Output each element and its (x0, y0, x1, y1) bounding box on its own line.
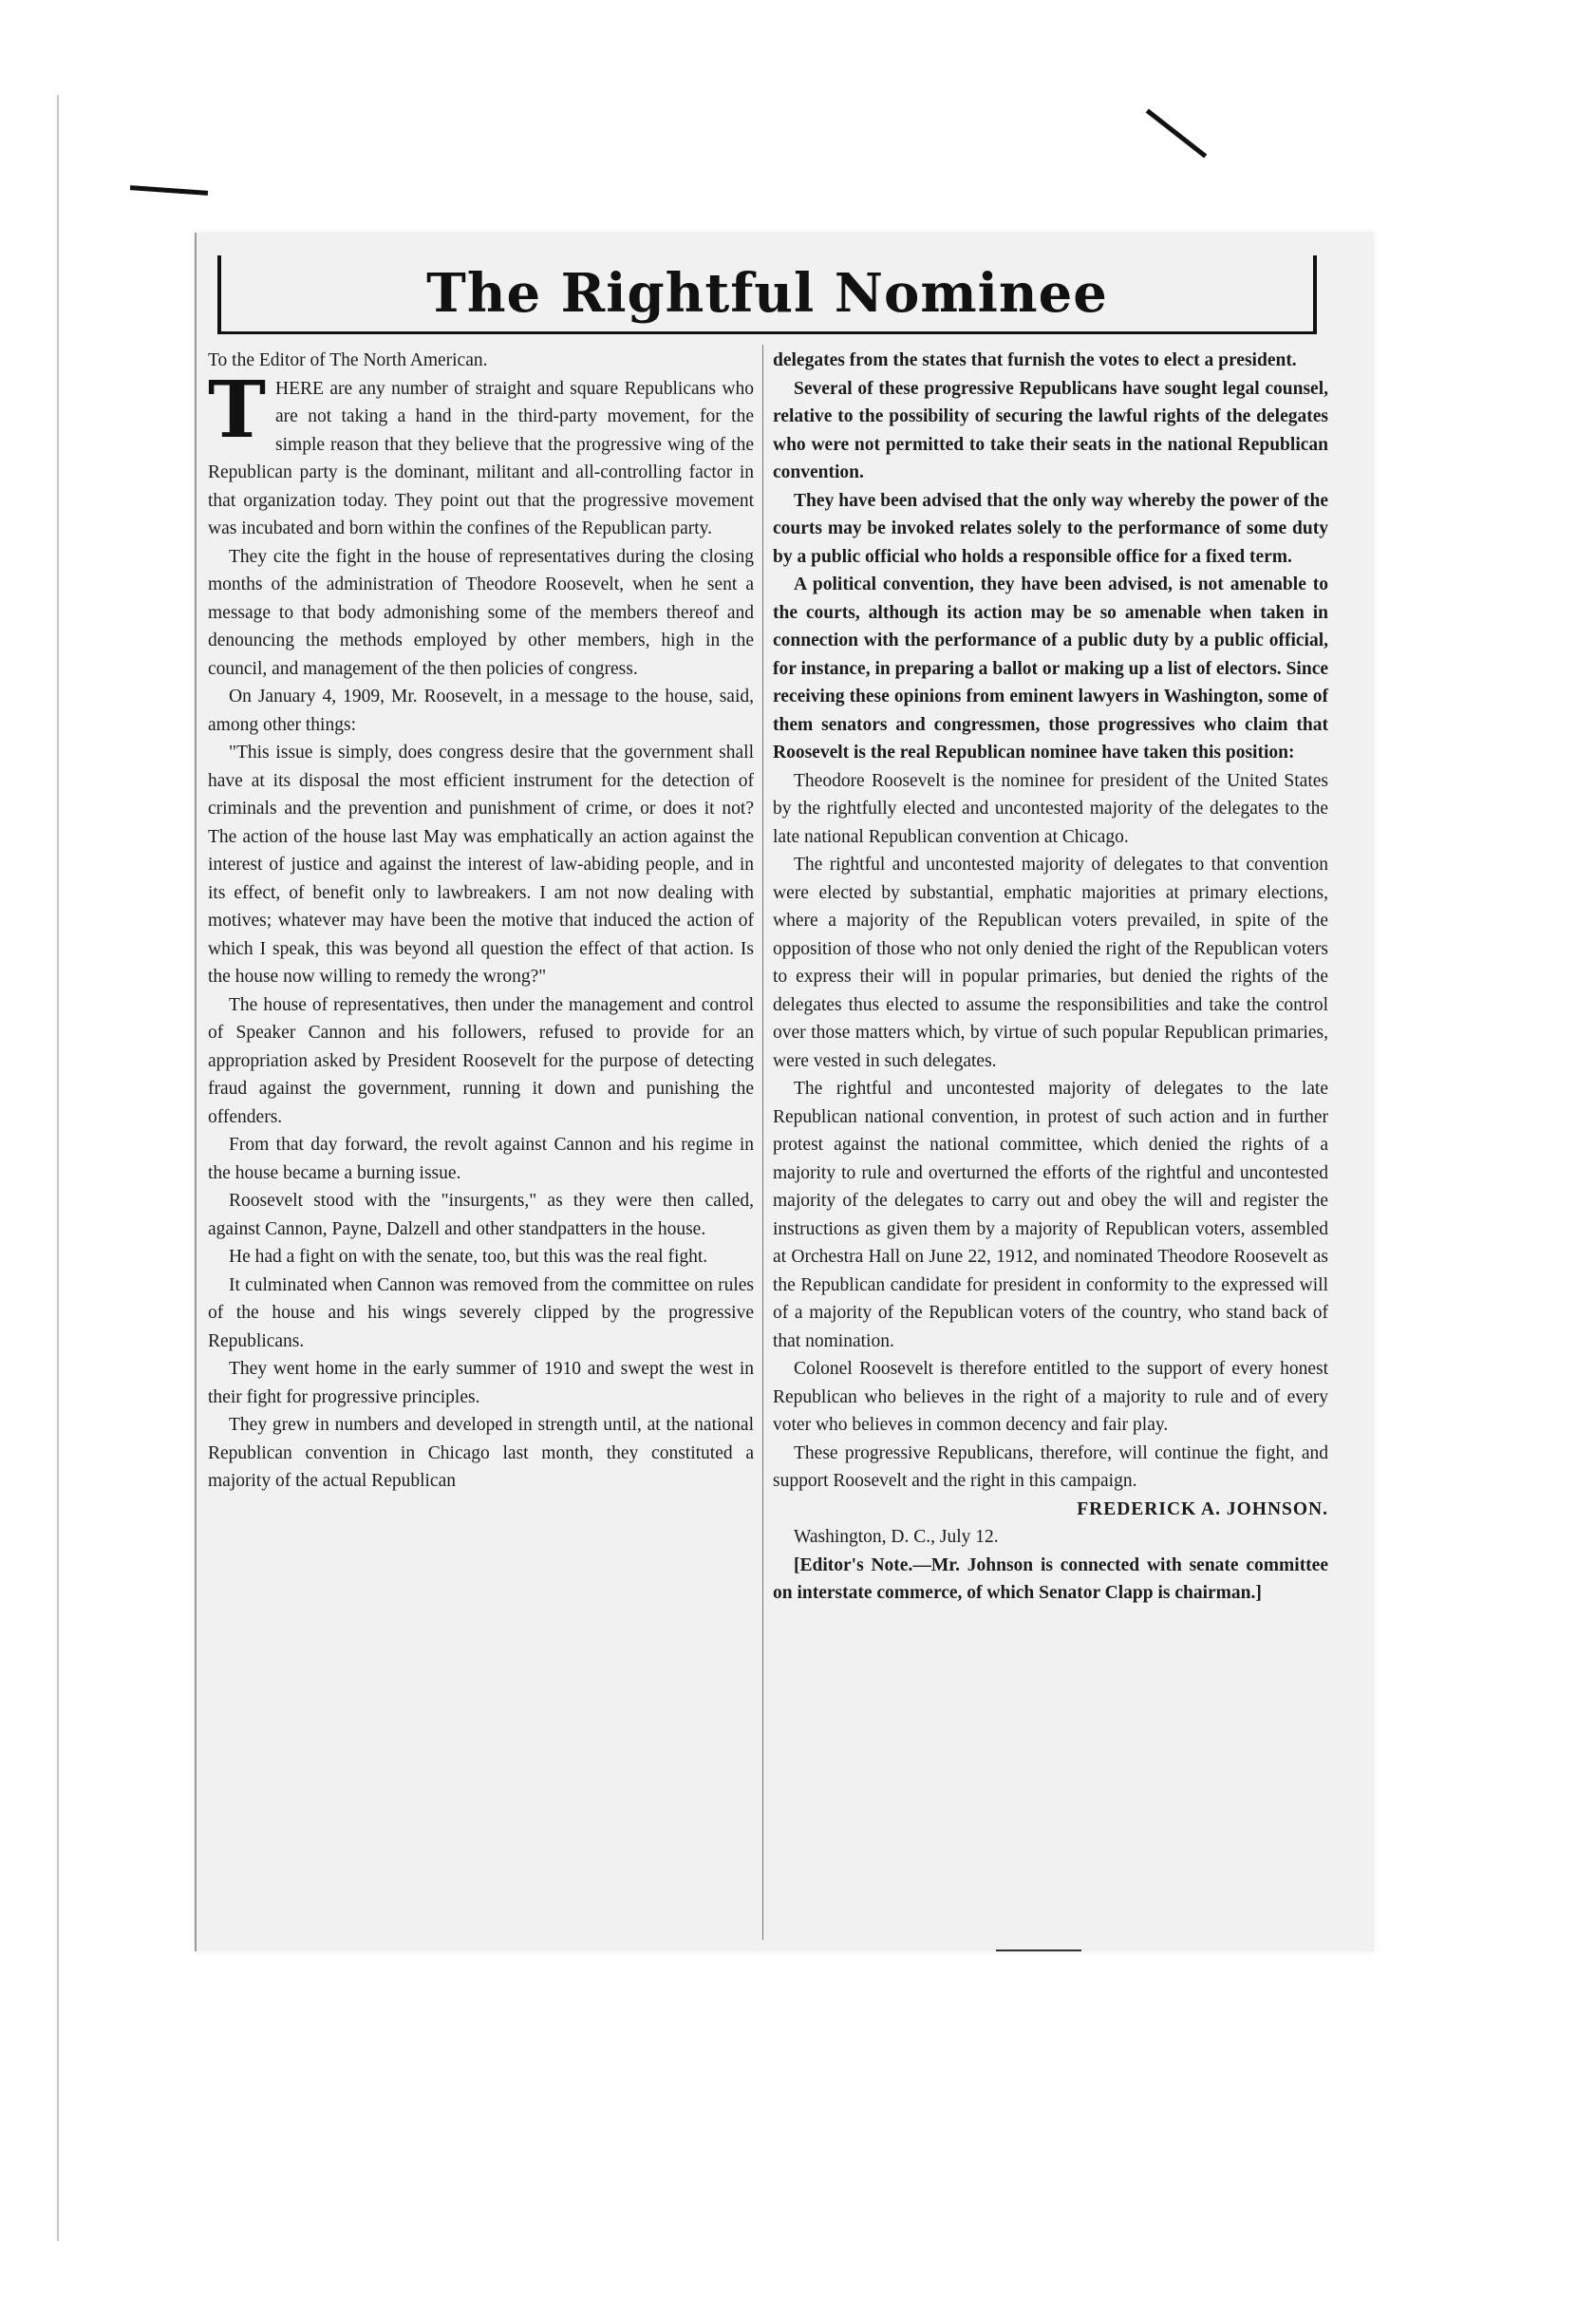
body-paragraph: They have been advised that the only way whereby the power of the courts may be invoked relates solely to the performance of some duty by a public official who holds a responsible office for a fixed term. (773, 490, 1328, 567)
body-paragraph: From that day forward, the revolt against Cannon and his regime in the house became a burning issue. (208, 1135, 754, 1183)
editor-note: [Editor's Note.—Mr. Johnson is connected with senate committee on interstate commerce, of which Senator Clapp is chairman.] (773, 1554, 1328, 1603)
drop-cap: T (208, 364, 267, 456)
pencil-mark-right (1146, 109, 1208, 159)
body-paragraph: Several of these progressive Republicans have sought legal counsel, relative to the possibility of securing the lawful rights of the delegates who were not permitted to take their seats in the national Republican convention. (773, 378, 1328, 482)
body-paragraph: The rightful and uncontested majority of delegates to the late Republican national convention, in protest of such action and in further protest against the national committee, which denied the rights of a majority to rule and overturned the efforts of the rightful and uncontested majority of the delegates to carry out and obey the will and register the instructions as given them by a majority of Republican voters, assembled at Orchestra Hall on June 22, 1912, and nominated Theodore Roosevelt as the Republican candidate for president in conformity to the expressed will of a majority of the Republican voters of the country, who stand back of that nomination. (773, 1079, 1328, 1351)
body-paragraph: The rightful and uncontested majority of delegates to that convention were elected by substantial, emphatic majorities at primary elections, where a majority of the Republican voters prevailed, in spite of the opposition of those who not only denied the right of the Republican voters to express their will in popular primaries, but denied the rights of the delegates thus elected to assume the responsibilities and take the control over those matters which, by virtue of such popular Republican primaries, were vested in such delegates. (773, 855, 1328, 1071)
salutation: To the Editor of The North American. (208, 350, 488, 370)
column-rule (762, 345, 763, 1940)
pencil-mark-left (130, 185, 208, 196)
body-paragraph: Colonel Roosevelt is therefore entitled to the support of every honest Republican who believes in the right of a majority to rule and of every voter who believes in common decency and fair play. (773, 1359, 1328, 1435)
left-column (208, 347, 754, 1496)
body-paragraph: It culminated when Cannon was removed from the committee on rules of the house and his wings severely clipped by the progressive Republicans. (208, 1274, 754, 1351)
right-column (773, 347, 1328, 1608)
newspaper-clipping (195, 233, 1374, 1951)
continued-paragraph: delegates from the states that furnish the votes to elect a president. (773, 350, 1297, 370)
body-paragraph: He had a fight on with the senate, too, but this was the real fight. (229, 1247, 708, 1267)
body-paragraph: The house of representatives, then under the management and control of Speaker Cannon and his followers, refused to provide for an appropriation asked by President Roosevelt for the purpose of detecting fraud against the government, running it down and punishing the offenders. (208, 994, 754, 1127)
quoted-message: "This issue is simply, does congress desire that the government shall have at its disposal the most efficient instrument for the detection of criminals and the prevention and punishment of crime, or does it not? The action of the house last May was emphatically an action against the interest of justice and against the interest of law-abiding people, and in its effect, of benefit only to lawbreakers. I am not now dealing with motives; whatever may have been the motive that induced the action of which I speak, this was beyond all question the effect of that action. Is the house now willing to remedy the wrong?" (208, 743, 754, 987)
body-paragraph: These progressive Republicans, therefore, will continue the fight, and support Roosevelt and the right in this campaign. (773, 1442, 1328, 1491)
headline-box (217, 255, 1317, 334)
body-paragraph: Theodore Roosevelt is the nominee for president of the United States by the rightfully elected and uncontested majority of the delegates to the late national Republican convention at Chicago. (773, 770, 1328, 847)
body-paragraph: On January 4, 1909, Mr. Roosevelt, in a message to the house, said, among other things: (208, 687, 754, 735)
opening-paragraph: THERE are any number of straight and square Republicans who are not taking a hand in the third-party movement, for the simple reason that they believe that the progressive wing of the Republican party is the dominant, militant and all-controlling factor in that organization today. They point out that the progressive movement was incubated and born within the confines of the Republican party. (208, 364, 754, 538)
signature: FREDERICK A. JOHNSON. (1077, 1498, 1328, 1519)
scan-edge-line (57, 95, 59, 2241)
body-paragraph: Roosevelt stood with the "insurgents," as they were then called, against Cannon, Payne, Dalzell and other standpatters in the house. (208, 1191, 754, 1239)
headline: The Rightful Nominee (426, 262, 1108, 325)
body-paragraph: A political convention, they have been advised, is not amenable to the courts, although its action may be so amenable when taken in connection with the performance of a public duty by a public official, for instance, in preparing a ballot or making up a list of electors. Since receiving these opinions from eminent lawyers in Washington, some of them senators and congressmen, those progressives who claim that Roosevelt is the real Republican nominee have taken this position: (773, 574, 1328, 763)
body-paragraph: They cite the fight in the house of representatives during the closing months of the administration of Theodore Roosevelt, when he sent a message to that body admonishing some of the members thereof and denouncing the methods employed by other members, high in the council, and management of the then policies of congress. (208, 546, 754, 679)
body-paragraph: They grew in numbers and developed in strength until, at the national Republican convention in Chicago last month, they constituted a majority of the actual Republican (208, 1415, 754, 1491)
closing-rule (996, 1950, 1081, 1951)
body-paragraph: They went home in the early summer of 1910 and swept the west in their fight for progressive principles. (208, 1359, 754, 1407)
dateline: Washington, D. C., July 12. (794, 1527, 999, 1547)
